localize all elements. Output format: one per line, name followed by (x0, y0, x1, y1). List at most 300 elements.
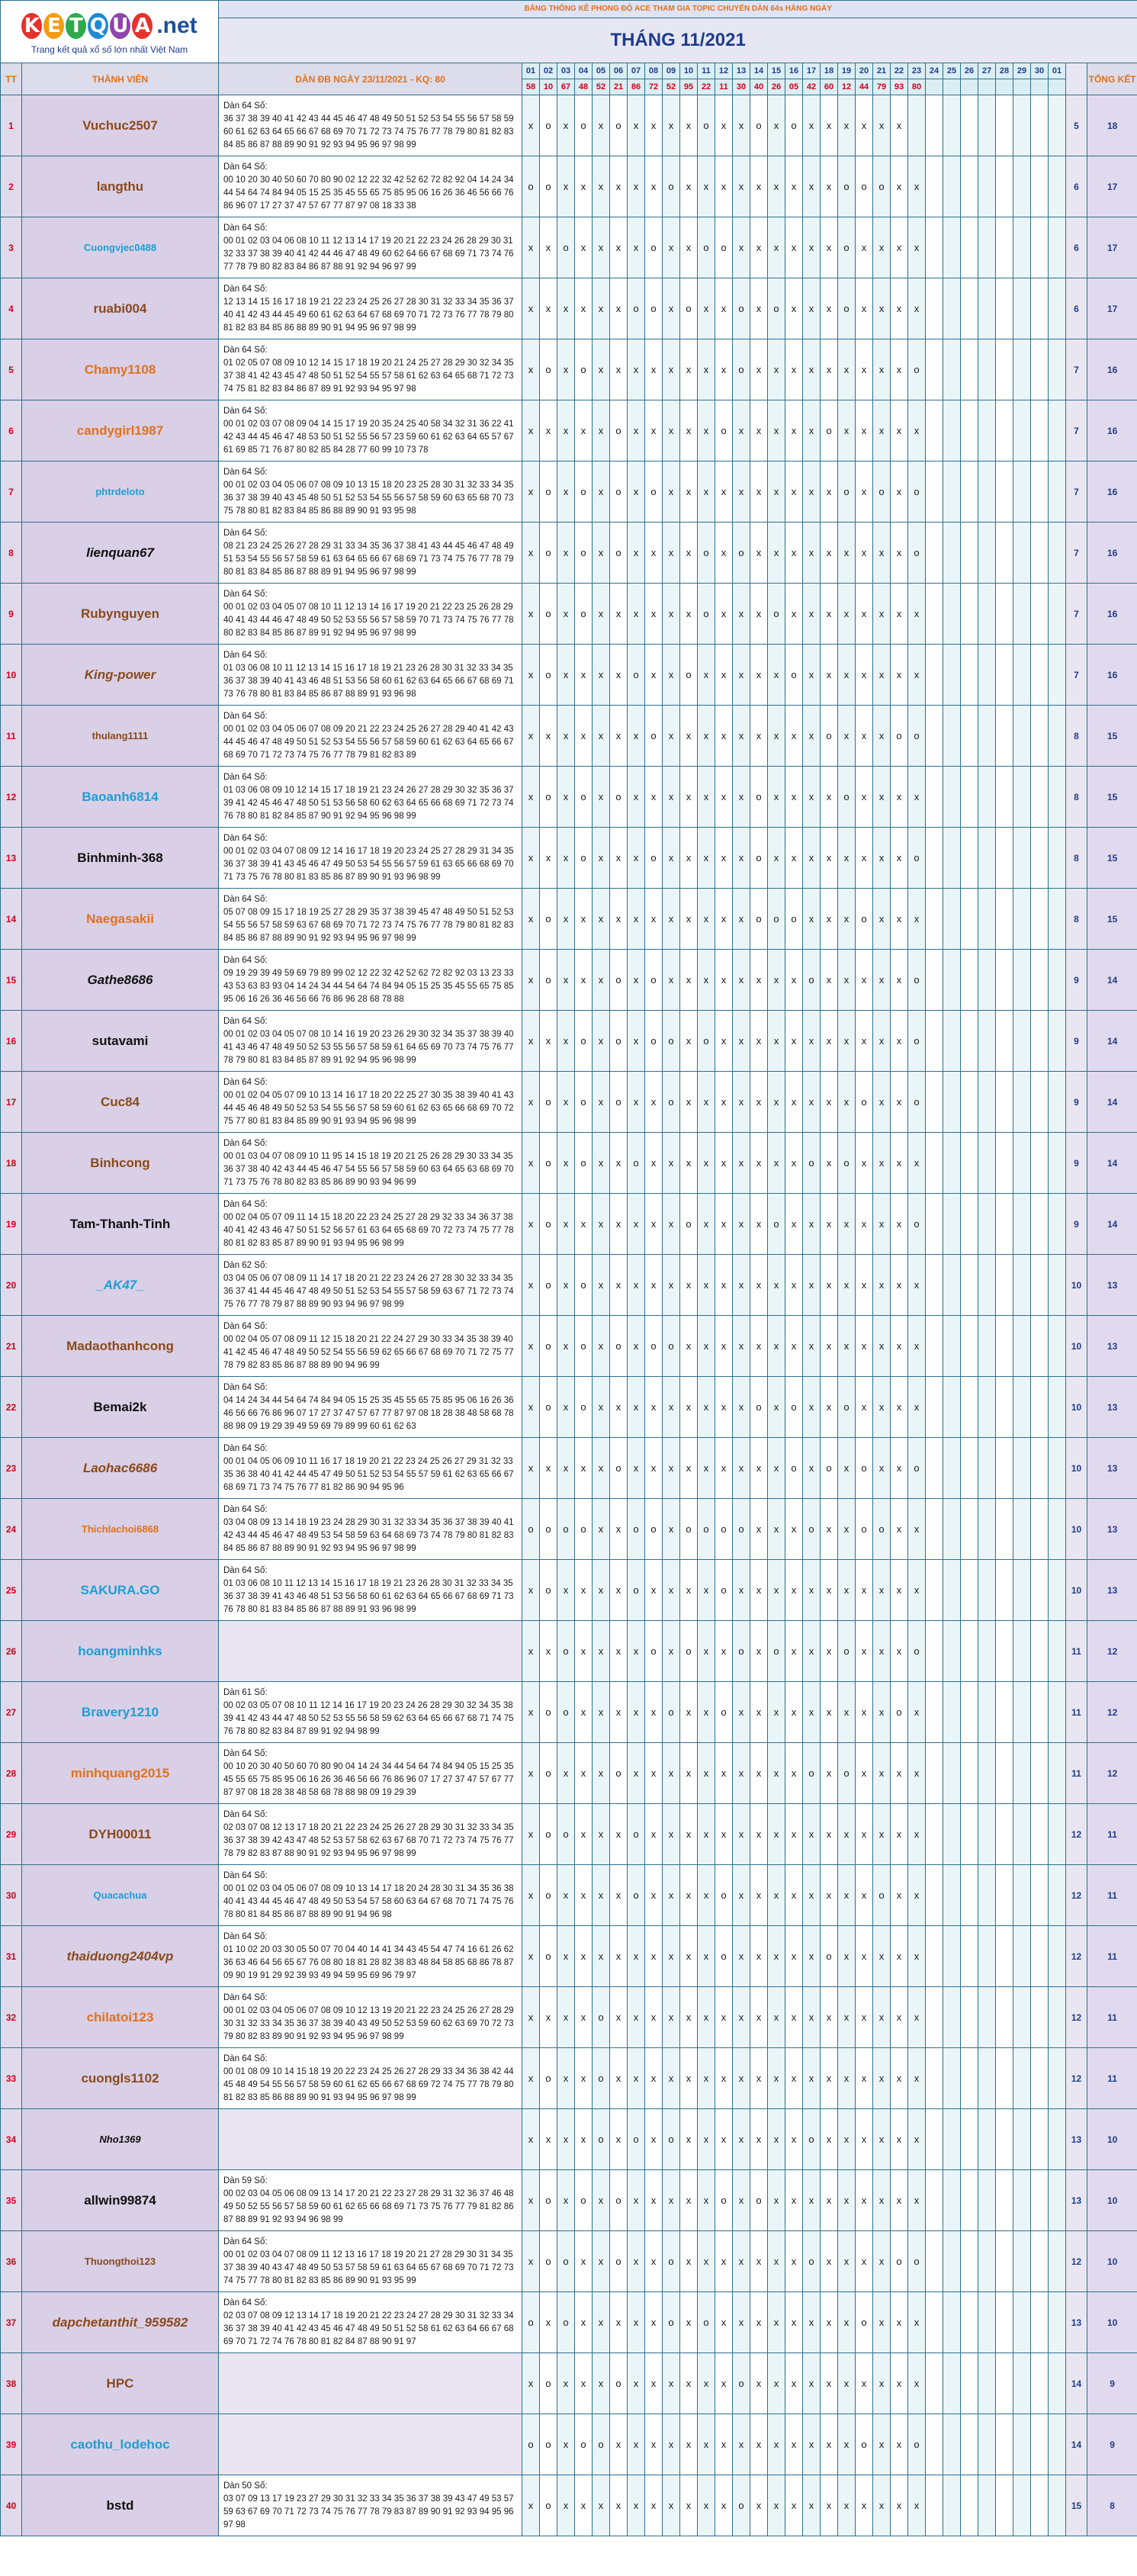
dan-list: 00 01 02 03 04 05 06 07 08 09 10 12 13 19 20 21 22 23 24 25 26 27 28 29 30 31 32 33 34 35 36 37 38 39 40 43 49 50 52 53 59 60 62 63 69 70 72 73 79 80 82 83 89 90 91 92 93 94 95 96 97 98 99 (223, 2005, 514, 2041)
day-mark: o (628, 2109, 645, 2170)
day-mark: x (733, 706, 750, 767)
member-name[interactable]: HPC (22, 2353, 219, 2414)
day-mark: x (610, 1255, 628, 1316)
day-mark: o (557, 1621, 575, 1682)
day-mark: o (557, 217, 575, 278)
day-mark: x (628, 2231, 645, 2292)
day-mark: x (522, 1255, 540, 1316)
member-name[interactable]: caothu_lodehoc (22, 2414, 219, 2475)
day-mark (961, 1560, 978, 1621)
day-mark (1013, 95, 1031, 156)
member-name[interactable]: ruabi004 (22, 278, 219, 339)
day-mark: x (733, 1926, 750, 1987)
member-name[interactable]: cuongls1102 (22, 2048, 219, 2109)
day-mark: x (575, 2292, 593, 2353)
score-hit: 14 (1066, 2353, 1087, 2414)
day-mark (1013, 767, 1031, 828)
day-mark: o (645, 828, 663, 889)
day-header: 02 (540, 63, 557, 79)
day-mark: o (645, 706, 663, 767)
day-mark: x (821, 1377, 838, 1438)
day-mark (1031, 2353, 1049, 2414)
day-mark: o (785, 1377, 803, 1438)
day-mark: x (856, 1804, 873, 1865)
day-mark: x (768, 950, 785, 1011)
day-mark: x (821, 1865, 838, 1926)
day-mark: x (522, 889, 540, 950)
table-row (1, 2170, 1137, 2231)
day-mark (943, 2475, 961, 2536)
day-mark: o (593, 2048, 610, 2109)
day-mark: x (698, 2048, 715, 2109)
day-mark: x (785, 2170, 803, 2231)
day-mark: x (698, 1682, 715, 1743)
day-mark: x (908, 2475, 926, 2536)
day-mark (961, 1133, 978, 1194)
member-name[interactable]: langthu (22, 156, 219, 217)
day-mark (1031, 2231, 1049, 2292)
dan-label: Dàn 64 Số: (223, 284, 268, 294)
day-mark: x (838, 1926, 856, 1987)
day-mark: x (698, 1072, 715, 1133)
day-mark: o (575, 1499, 593, 1560)
day-mark: x (785, 1011, 803, 1072)
day-mark: o (768, 889, 785, 950)
day-header: 19 (838, 63, 856, 79)
day-mark: x (856, 950, 873, 1011)
day-mark: x (908, 2353, 926, 2414)
day-mark: x (698, 1865, 715, 1926)
dan-list: 00 10 20 30 40 50 60 70 80 90 02 12 22 32 42 52 62 72 82 92 04 14 24 34 44 54 64 74 84 94 05 15 25 35 45 55 65 75 85 95 06 16 26 36 46 56 66 76 86 96 07 17 27 37 47 57 67 77 87 97 08 18 33 38 (223, 175, 514, 211)
day-mark: x (908, 217, 926, 278)
day-mark: x (856, 339, 873, 400)
day-mark: o (540, 2414, 557, 2475)
row-number: 14 (1, 889, 22, 950)
result-value (1049, 79, 1066, 95)
score-total: 15 (1087, 706, 1137, 767)
logo[interactable] (1, 9, 218, 43)
day-mark: x (663, 1560, 680, 1621)
day-header: 20 (856, 63, 873, 79)
member-name[interactable]: allwin99874 (22, 2170, 219, 2231)
logo-letter: E (43, 13, 64, 39)
day-mark (1031, 1133, 1049, 1194)
day-mark: x (540, 1987, 557, 2048)
score-total: 13 (1087, 1255, 1137, 1316)
day-mark: x (803, 1682, 821, 1743)
day-mark (1049, 1560, 1066, 1621)
score-total: 16 (1087, 339, 1137, 400)
day-mark: x (593, 1743, 610, 1804)
day-mark: x (680, 523, 698, 584)
member-name[interactable]: minhquang2015 (22, 1743, 219, 1804)
day-mark: x (575, 278, 593, 339)
day-mark (1049, 1743, 1066, 1804)
day-mark: o (768, 1194, 785, 1255)
member-name[interactable]: phtrdeloto (22, 461, 219, 523)
day-mark (943, 645, 961, 706)
day-mark: x (891, 2475, 908, 2536)
day-header: 11 (698, 63, 715, 79)
day-mark: x (838, 2231, 856, 2292)
day-mark: x (891, 1011, 908, 1072)
day-mark (943, 2292, 961, 2353)
day-mark: x (715, 706, 733, 767)
table-row (1, 1255, 1137, 1316)
day-mark (978, 1865, 996, 1926)
day-mark (996, 2231, 1013, 2292)
member-name[interactable]: SAKURA.GO (22, 1560, 219, 1621)
member-name[interactable]: Binhcong (22, 1133, 219, 1194)
day-mark: x (575, 2475, 593, 2536)
day-mark: o (856, 2292, 873, 2353)
day-mark (1031, 1621, 1049, 1682)
day-mark (1049, 1682, 1066, 1743)
day-mark: x (733, 1438, 750, 1499)
day-mark: x (803, 278, 821, 339)
day-mark (978, 156, 996, 217)
day-mark: o (628, 1804, 645, 1865)
day-mark: x (891, 828, 908, 889)
day-mark: x (891, 339, 908, 400)
day-mark: x (628, 1316, 645, 1377)
dan-label: Dàn 64 Số: (223, 955, 268, 965)
day-mark: x (803, 889, 821, 950)
day-mark: x (821, 95, 838, 156)
day-mark: x (803, 1011, 821, 1072)
score-hit: 12 (1066, 1865, 1087, 1926)
result-value: 72 (645, 79, 663, 95)
day-mark (943, 461, 961, 523)
day-mark (961, 95, 978, 156)
day-mark: x (645, 400, 663, 461)
day-mark: x (645, 1194, 663, 1255)
day-mark: x (785, 400, 803, 461)
day-mark: x (908, 2170, 926, 2231)
day-mark: o (838, 1743, 856, 1804)
member-name[interactable]: Vuchuc2507 (22, 95, 219, 156)
day-mark: x (593, 1072, 610, 1133)
dan-numbers (219, 278, 522, 339)
day-mark: x (821, 2292, 838, 2353)
day-mark: x (856, 2353, 873, 2414)
day-mark (978, 1560, 996, 1621)
member-name[interactable]: Baoanh6814 (22, 767, 219, 828)
day-mark (961, 2475, 978, 2536)
day-mark (1049, 950, 1066, 1011)
day-mark: o (575, 523, 593, 584)
member-name[interactable]: _AK47_ (22, 1255, 219, 1316)
day-mark: x (575, 1438, 593, 1499)
day-mark (943, 1255, 961, 1316)
table-row (1, 1682, 1137, 1743)
day-mark: x (715, 2353, 733, 2414)
day-mark: o (557, 1682, 575, 1743)
day-mark (1031, 1011, 1049, 1072)
day-mark: x (856, 1621, 873, 1682)
day-mark: o (522, 2292, 540, 2353)
result-value: 05 (785, 79, 803, 95)
day-mark (961, 1682, 978, 1743)
day-mark: x (698, 767, 715, 828)
member-name[interactable]: bstd (22, 2475, 219, 2536)
result-value: 40 (750, 79, 768, 95)
day-mark: x (785, 1743, 803, 1804)
dan-label: Dàn 64 Số: (223, 467, 268, 477)
score-total: 16 (1087, 461, 1137, 523)
day-mark: x (663, 2414, 680, 2475)
day-mark (1031, 2475, 1049, 2536)
row-number: 10 (1, 645, 22, 706)
day-mark: o (663, 2109, 680, 2170)
day-mark: x (628, 339, 645, 400)
day-mark: x (803, 156, 821, 217)
day-mark: x (733, 584, 750, 645)
row-number: 13 (1, 828, 22, 889)
score-hit: 13 (1066, 2170, 1087, 2231)
score-total: 11 (1087, 2048, 1137, 2109)
dan-list: 09 19 29 39 49 59 69 79 89 99 02 12 22 32 42 52 62 72 82 92 03 13 23 33 43 53 63 83 93 04 14 24 34 44 54 64 74 84 94 05 15 25 35 45 55 65 75 85 95 06 16 26 36 46 56 66 76 86 96 28 68 78 88 (223, 968, 514, 1004)
table-row (1, 2414, 1137, 2475)
day-mark: x (750, 2231, 768, 2292)
day-mark: x (891, 400, 908, 461)
member-name[interactable]: Quacachua (22, 1865, 219, 1926)
day-mark: o (540, 1377, 557, 1438)
day-mark (1049, 1987, 1066, 2048)
dan-label: Dàn 64 Số: (223, 2298, 268, 2307)
day-mark (978, 2048, 996, 2109)
dan-label: Dàn 64 Số: (223, 1504, 268, 1514)
member-name[interactable]: Gathe8686 (22, 950, 219, 1011)
day-mark: o (733, 1621, 750, 1682)
day-mark: x (557, 2109, 575, 2170)
member-name[interactable]: Laohac6686 (22, 1438, 219, 1499)
member-name[interactable]: Cuc84 (22, 1072, 219, 1133)
day-mark: x (821, 2353, 838, 2414)
dan-list: 00 01 02 03 04 05 06 07 08 09 20 21 22 23 24 25 26 27 28 29 40 41 42 43 44 45 46 47 48 49 50 51 52 53 54 55 56 57 58 59 60 61 62 63 64 65 66 67 68 69 70 71 72 73 74 75 76 77 78 79 81 82 83 89 (223, 724, 514, 760)
title-block (219, 1, 1137, 63)
day-mark: x (803, 461, 821, 523)
day-mark: x (750, 584, 768, 645)
row-number: 35 (1, 2170, 22, 2231)
result-value: 93 (891, 79, 908, 95)
day-mark (978, 1377, 996, 1438)
day-mark: x (610, 1621, 628, 1682)
dan-numbers (219, 1865, 522, 1926)
member-name[interactable]: Naegasakii (22, 889, 219, 950)
day-mark: x (628, 2048, 645, 2109)
member-name[interactable]: Rubynguyen (22, 584, 219, 645)
day-mark: x (821, 2109, 838, 2170)
result-value: 44 (856, 79, 873, 95)
day-mark: x (891, 2414, 908, 2475)
day-mark: o (785, 1438, 803, 1499)
day-mark: x (663, 584, 680, 645)
member-name[interactable]: Thichlachoi6868 (22, 1499, 219, 1560)
member-name[interactable]: dapchetanthit_959582 (22, 2292, 219, 2353)
table-row (1, 1316, 1137, 1377)
table-row (1, 400, 1137, 461)
dan-numbers (219, 1255, 522, 1316)
day-mark: x (645, 1255, 663, 1316)
day-mark: x (785, 1255, 803, 1316)
score-total: 8 (1087, 2475, 1137, 2536)
day-mark: x (785, 950, 803, 1011)
member-name[interactable]: Bemai2k (22, 1377, 219, 1438)
day-mark: x (891, 889, 908, 950)
day-mark: x (750, 1926, 768, 1987)
day-mark: x (750, 645, 768, 706)
day-mark (926, 645, 943, 706)
score-hit: 7 (1066, 523, 1087, 584)
day-mark (1049, 217, 1066, 278)
day-mark (1013, 2475, 1031, 2536)
day-mark: x (785, 2475, 803, 2536)
member-name[interactable]: Cuongvjec0488 (22, 217, 219, 278)
member-name[interactable]: Binhminh-368 (22, 828, 219, 889)
day-mark: x (733, 1194, 750, 1255)
day-mark: x (540, 2109, 557, 2170)
day-mark: x (663, 1743, 680, 1804)
day-mark (1013, 706, 1031, 767)
day-mark (961, 461, 978, 523)
day-mark: x (891, 2170, 908, 2231)
day-mark: x (750, 1438, 768, 1499)
dan-list: 00 02 03 04 05 06 08 09 13 14 17 20 21 22 23 27 28 29 31 32 36 37 46 48 49 50 52 55 56 57 58 59 60 61 62 65 66 68 69 71 73 75 76 77 79 81 82 86 87 88 89 91 92 93 94 96 98 99 (223, 2188, 514, 2224)
day-mark (1031, 461, 1049, 523)
day-mark: x (663, 278, 680, 339)
day-mark (996, 400, 1013, 461)
row-number: 8 (1, 523, 22, 584)
table-row (1, 278, 1137, 339)
day-mark: x (628, 461, 645, 523)
dan-label: Dàn 64 Số: (223, 833, 268, 843)
day-mark: x (891, 461, 908, 523)
day-mark: x (821, 1011, 838, 1072)
day-mark: x (715, 1316, 733, 1377)
day-mark: x (856, 1255, 873, 1316)
member-name[interactable]: King-power (22, 645, 219, 706)
day-header: 12 (715, 63, 733, 79)
dan-list: 00 01 02 03 07 08 09 04 14 15 17 19 20 35 24 25 40 58 34 32 31 36 22 41 42 43 44 45 46 47 48 53 50 51 52 55 56 57 23 59 60 61 62 63 64 65 57 67 61 69 85 71 76 87 80 82 85 84 28 77 60 99 10 73 78 (223, 419, 514, 455)
day-mark: x (698, 2170, 715, 2231)
day-mark: x (715, 1987, 733, 2048)
row-number: 18 (1, 1133, 22, 1194)
day-mark: o (610, 2353, 628, 2414)
member-name[interactable]: Chamy1108 (22, 339, 219, 400)
member-name[interactable]: DYH00011 (22, 1804, 219, 1865)
day-header: 17 (803, 63, 821, 79)
day-mark: o (768, 1621, 785, 1682)
day-mark: x (891, 584, 908, 645)
dan-numbers (219, 1011, 522, 1072)
day-mark (996, 2048, 1013, 2109)
member-name[interactable]: Madaothanhcong (22, 1316, 219, 1377)
member-name[interactable]: Nho1369 (22, 2109, 219, 2170)
day-mark: x (663, 950, 680, 1011)
table-row (1, 1743, 1137, 1804)
day-mark (961, 706, 978, 767)
member-name[interactable]: Thuongthoi123 (22, 2231, 219, 2292)
day-mark: o (908, 828, 926, 889)
day-mark: x (628, 1987, 645, 2048)
dan-numbers (219, 950, 522, 1011)
day-mark: x (575, 889, 593, 950)
day-mark: x (733, 950, 750, 1011)
day-mark (978, 1255, 996, 1316)
member-name[interactable]: chilatoi123 (22, 1987, 219, 2048)
dan-numbers (219, 2414, 522, 2475)
day-mark: x (768, 2353, 785, 2414)
day-mark: x (593, 1499, 610, 1560)
member-name[interactable]: hoangminhks (22, 1621, 219, 1682)
day-mark: x (891, 950, 908, 1011)
day-mark: x (856, 523, 873, 584)
day-mark: o (610, 950, 628, 1011)
member-name[interactable]: lienquan67 (22, 523, 219, 584)
logo-letter: U (110, 13, 130, 39)
row-number: 40 (1, 2475, 22, 2536)
day-mark: o (750, 767, 768, 828)
day-mark: x (768, 1499, 785, 1560)
dan-label: Dàn 64 Số: (223, 1443, 268, 1453)
day-mark (978, 645, 996, 706)
day-mark: o (575, 2170, 593, 2231)
day-mark: x (803, 828, 821, 889)
day-mark: x (628, 2414, 645, 2475)
day-mark: x (575, 1682, 593, 1743)
day-mark: x (645, 523, 663, 584)
day-mark: x (698, 1926, 715, 1987)
day-mark: x (557, 95, 575, 156)
day-mark: o (873, 156, 891, 217)
day-mark: x (821, 523, 838, 584)
day-mark: x (522, 1682, 540, 1743)
day-mark (1049, 2048, 1066, 2109)
day-mark (1013, 278, 1031, 339)
member-name[interactable]: candygirl1987 (22, 400, 219, 461)
day-mark: x (645, 1987, 663, 2048)
member-name[interactable]: Bravery1210 (22, 1682, 219, 1743)
member-name[interactable]: sutavami (22, 1011, 219, 1072)
day-mark: x (803, 1316, 821, 1377)
day-mark: o (593, 2109, 610, 2170)
day-header: 22 (891, 63, 908, 79)
day-mark (978, 1072, 996, 1133)
day-mark: o (838, 217, 856, 278)
day-mark (1013, 1682, 1031, 1743)
day-mark (943, 1560, 961, 1621)
day-mark (961, 1926, 978, 1987)
dan-list: 00 02 03 05 07 08 10 11 12 14 16 17 19 20 23 24 26 28 29 30 32 34 35 38 39 41 42 43 44 47 48 50 52 53 55 56 58 59 62 63 64 65 66 67 68 71 74 75 76 78 80 82 83 84 87 89 91 92 94 98 99 (223, 1700, 514, 1736)
member-name[interactable]: thulang1111 (22, 706, 219, 767)
day-mark: o (698, 584, 715, 645)
score-total: 13 (1087, 1316, 1137, 1377)
day-mark: x (628, 1255, 645, 1316)
row-number: 5 (1, 339, 22, 400)
day-mark: x (908, 584, 926, 645)
day-mark: x (593, 400, 610, 461)
day-mark: x (680, 1316, 698, 1377)
day-mark: x (908, 1560, 926, 1621)
day-mark: x (645, 1072, 663, 1133)
member-name[interactable]: thaiduong2404vp (22, 1926, 219, 1987)
day-mark: x (575, 1560, 593, 1621)
day-mark: o (610, 1438, 628, 1499)
member-name[interactable]: Tam-Thanh-Tinh (22, 1194, 219, 1255)
day-mark (1049, 1804, 1066, 1865)
day-mark: x (803, 2292, 821, 2353)
